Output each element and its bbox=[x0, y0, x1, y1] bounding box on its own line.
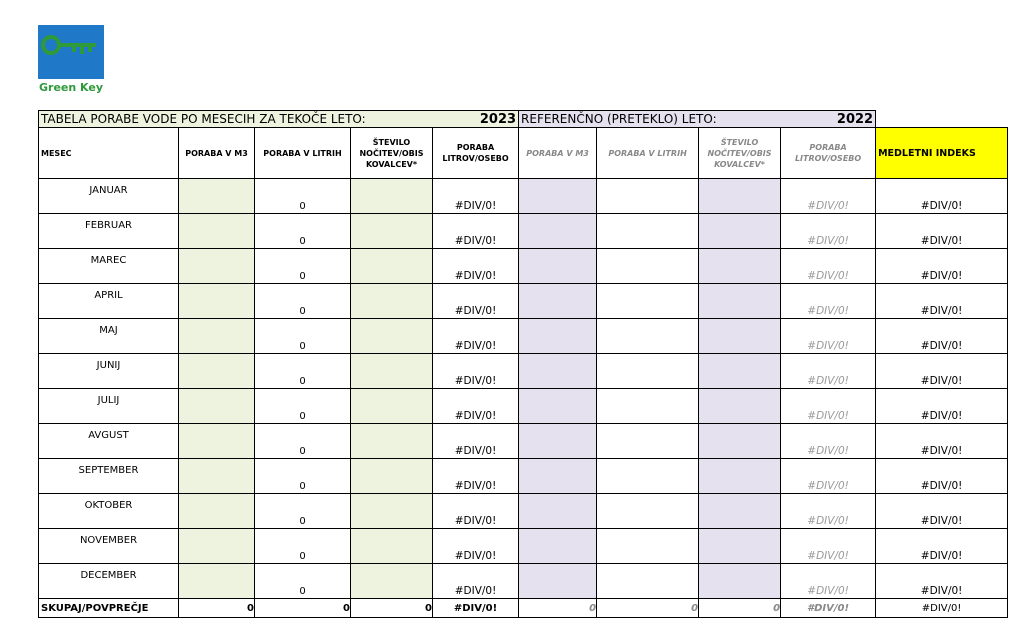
header-mesec: MESEC bbox=[39, 128, 179, 179]
stevilo-cell[interactable] bbox=[351, 284, 433, 319]
table-row bbox=[39, 354, 1008, 389]
poraba-litri-cell[interactable]: 0 bbox=[255, 249, 351, 284]
poraba-m3-cell[interactable] bbox=[179, 179, 255, 214]
poraba-oseba-cell[interactable]: #DIV/0! bbox=[433, 564, 519, 599]
total-row bbox=[39, 599, 1008, 618]
poraba-litri-cell[interactable]: 0 bbox=[255, 214, 351, 249]
ref-poraba-oseba-cell[interactable]: #DIV/0! bbox=[781, 459, 876, 494]
poraba-oseba-cell[interactable]: #DIV/0! bbox=[433, 354, 519, 389]
ref-poraba-oseba-cell[interactable]: #DIV/0! bbox=[781, 354, 876, 389]
poraba-litri-cell[interactable]: 0 bbox=[255, 459, 351, 494]
table-row bbox=[39, 319, 1008, 354]
poraba-m3-cell[interactable] bbox=[179, 459, 255, 494]
poraba-litri-cell[interactable]: 0 bbox=[255, 564, 351, 599]
ref-poraba-m3-cell[interactable] bbox=[519, 319, 597, 354]
table-row bbox=[39, 459, 1008, 494]
poraba-oseba-cell[interactable]: #DIV/0! bbox=[433, 529, 519, 564]
ref-stevilo-cell[interactable] bbox=[699, 424, 781, 459]
poraba-oseba-cell[interactable]: #DIV/0! bbox=[433, 284, 519, 319]
index-cell[interactable]: #DIV/0! bbox=[876, 529, 1008, 564]
ref-poraba-litri-cell[interactable] bbox=[597, 459, 699, 494]
index-cell[interactable]: #DIV/0! bbox=[876, 494, 1008, 529]
poraba-oseba-cell[interactable]: #DIV/0! bbox=[433, 249, 519, 284]
total-ref-litri[interactable]: 0 bbox=[597, 599, 699, 618]
month-cell: JANUAR bbox=[39, 179, 179, 214]
month-cell: SEPTEMBER bbox=[39, 459, 179, 494]
blank-cell bbox=[876, 111, 1008, 128]
ref-poraba-oseba-cell[interactable]: #DIV/0! bbox=[781, 494, 876, 529]
total-label: SKUPAJ/POVPREČJE bbox=[39, 599, 179, 618]
ref-poraba-m3-cell[interactable] bbox=[519, 529, 597, 564]
month-cell: OKTOBER bbox=[39, 494, 179, 529]
ref-stevilo-cell[interactable] bbox=[699, 459, 781, 494]
poraba-m3-cell[interactable] bbox=[179, 284, 255, 319]
ref-poraba-litri-cell[interactable] bbox=[597, 529, 699, 564]
ref-stevilo-cell[interactable] bbox=[699, 354, 781, 389]
current-year: 2023 bbox=[479, 111, 517, 127]
total-ref-stevilo[interactable]: 0 bbox=[699, 599, 781, 618]
header-poraba-oseba: PORABA LITROV/OSEBO bbox=[433, 128, 519, 179]
ref-poraba-oseba-cell[interactable]: #DIV/0! bbox=[781, 564, 876, 599]
total-ref-m3[interactable]: 0 bbox=[519, 599, 597, 618]
current-year-title bbox=[39, 111, 519, 128]
poraba-m3-cell[interactable] bbox=[179, 494, 255, 529]
water-consumption-table bbox=[38, 110, 1008, 618]
poraba-oseba-cell[interactable]: #DIV/0! bbox=[433, 389, 519, 424]
header-ref-poraba-oseba: PORABA LITROV/OSEBO bbox=[781, 128, 876, 179]
header-ref-poraba-m3: PORABA V M3 bbox=[519, 128, 597, 179]
index-cell[interactable]: #DIV/0! bbox=[876, 564, 1008, 599]
total-ref-oseba[interactable]: #DIV/0! bbox=[781, 599, 876, 618]
ref-stevilo-cell[interactable] bbox=[699, 564, 781, 599]
index-cell[interactable]: #DIV/0! bbox=[876, 319, 1008, 354]
header-index: MEDLETNI INDEKS bbox=[876, 128, 1008, 179]
poraba-litri-cell[interactable]: 0 bbox=[255, 424, 351, 459]
index-cell[interactable]: #DIV/0! bbox=[876, 389, 1008, 424]
table-row bbox=[39, 249, 1008, 284]
table-row bbox=[39, 529, 1008, 564]
ref-poraba-m3-cell[interactable] bbox=[519, 284, 597, 319]
month-cell: MAJ bbox=[39, 319, 179, 354]
total-index[interactable]: #DIV/0! bbox=[876, 599, 1008, 618]
poraba-m3-cell[interactable] bbox=[179, 564, 255, 599]
header-poraba-litri: PORABA V LITRIH bbox=[255, 128, 351, 179]
stevilo-cell[interactable] bbox=[351, 459, 433, 494]
ref-poraba-m3-cell[interactable] bbox=[519, 494, 597, 529]
month-cell: APRIL bbox=[39, 284, 179, 319]
table-row bbox=[39, 389, 1008, 424]
ref-poraba-litri-cell[interactable] bbox=[597, 494, 699, 529]
poraba-m3-cell[interactable] bbox=[179, 214, 255, 249]
poraba-m3-cell[interactable] bbox=[179, 424, 255, 459]
poraba-m3-cell[interactable] bbox=[179, 389, 255, 424]
ref-poraba-m3-cell[interactable] bbox=[519, 214, 597, 249]
table-row bbox=[39, 284, 1008, 319]
ref-poraba-oseba-cell[interactable]: #DIV/0! bbox=[781, 179, 876, 214]
month-cell: FEBRUAR bbox=[39, 214, 179, 249]
month-cell: NOVEMBER bbox=[39, 529, 179, 564]
ref-poraba-m3-cell[interactable] bbox=[519, 564, 597, 599]
stevilo-cell[interactable] bbox=[351, 494, 433, 529]
index-cell[interactable]: #DIV/0! bbox=[876, 179, 1008, 214]
poraba-litri-cell[interactable]: 0 bbox=[255, 319, 351, 354]
ref-stevilo-cell[interactable] bbox=[699, 494, 781, 529]
ref-poraba-litri-cell[interactable] bbox=[597, 424, 699, 459]
poraba-litri-cell[interactable]: 0 bbox=[255, 284, 351, 319]
table-row bbox=[39, 179, 1008, 214]
table-row bbox=[39, 424, 1008, 459]
poraba-litri-cell[interactable]: 0 bbox=[255, 354, 351, 389]
poraba-oseba-cell[interactable]: #DIV/0! bbox=[433, 494, 519, 529]
stevilo-cell[interactable] bbox=[351, 179, 433, 214]
ref-poraba-m3-cell[interactable] bbox=[519, 459, 597, 494]
poraba-litri-cell[interactable]: 0 bbox=[255, 529, 351, 564]
stevilo-cell[interactable] bbox=[351, 564, 433, 599]
ref-poraba-m3-cell[interactable] bbox=[519, 354, 597, 389]
reference-year: 2022 bbox=[836, 111, 874, 127]
ref-poraba-litri-cell[interactable] bbox=[597, 179, 699, 214]
poraba-m3-cell[interactable] bbox=[179, 354, 255, 389]
stevilo-cell[interactable] bbox=[351, 354, 433, 389]
ref-poraba-oseba-cell[interactable]: #DIV/0! bbox=[781, 284, 876, 319]
poraba-oseba-cell[interactable]: #DIV/0! bbox=[433, 319, 519, 354]
index-cell[interactable]: #DIV/0! bbox=[876, 354, 1008, 389]
reference-year-title bbox=[519, 111, 876, 128]
ref-poraba-oseba-cell[interactable]: #DIV/0! bbox=[781, 424, 876, 459]
poraba-oseba-cell[interactable]: #DIV/0! bbox=[433, 424, 519, 459]
ref-stevilo-cell[interactable] bbox=[699, 389, 781, 424]
ref-stevilo-cell[interactable] bbox=[699, 249, 781, 284]
ref-poraba-m3-cell[interactable] bbox=[519, 179, 597, 214]
month-cell: MAREC bbox=[39, 249, 179, 284]
ref-stevilo-cell[interactable] bbox=[699, 214, 781, 249]
header-row bbox=[39, 128, 1008, 179]
total-m3[interactable]: 0 bbox=[179, 599, 255, 618]
ref-stevilo-cell[interactable] bbox=[699, 529, 781, 564]
table-row bbox=[39, 214, 1008, 249]
ref-poraba-oseba-cell[interactable]: #DIV/0! bbox=[781, 529, 876, 564]
index-cell[interactable]: #DIV/0! bbox=[876, 214, 1008, 249]
green-key-logo bbox=[38, 25, 106, 97]
header-ref-stevilo: ŠTEVILO NOČITEV/OBIS KOVALCEV* bbox=[699, 128, 781, 179]
ref-poraba-oseba-cell[interactable]: #DIV/0! bbox=[781, 249, 876, 284]
ref-poraba-litri-cell[interactable] bbox=[597, 564, 699, 599]
current-year-label: TABELA PORABE VODE PO MESECIH ZA TEKOČE LETO: bbox=[41, 111, 366, 126]
stevilo-cell[interactable] bbox=[351, 214, 433, 249]
index-cell[interactable]: #DIV/0! bbox=[876, 459, 1008, 494]
ref-poraba-litri-cell[interactable] bbox=[597, 389, 699, 424]
ref-poraba-m3-cell[interactable] bbox=[519, 249, 597, 284]
ref-poraba-litri-cell[interactable] bbox=[597, 354, 699, 389]
poraba-m3-cell[interactable] bbox=[179, 249, 255, 284]
poraba-litri-cell[interactable]: 0 bbox=[255, 179, 351, 214]
reference-year-label: REFERENČNO (PRETEKLO) LETO: bbox=[521, 111, 717, 126]
stevilo-cell[interactable] bbox=[351, 424, 433, 459]
month-cell: AVGUST bbox=[39, 424, 179, 459]
title-row bbox=[39, 111, 1008, 128]
ref-poraba-litri-cell[interactable] bbox=[597, 284, 699, 319]
index-cell[interactable]: #DIV/0! bbox=[876, 249, 1008, 284]
ref-poraba-m3-cell[interactable] bbox=[519, 389, 597, 424]
poraba-litri-cell[interactable]: 0 bbox=[255, 389, 351, 424]
poraba-litri-cell[interactable]: 0 bbox=[255, 494, 351, 529]
poraba-m3-cell[interactable] bbox=[179, 529, 255, 564]
ref-poraba-litri-cell[interactable] bbox=[597, 319, 699, 354]
index-cell[interactable]: #DIV/0! bbox=[876, 424, 1008, 459]
poraba-oseba-cell[interactable]: #DIV/0! bbox=[433, 179, 519, 214]
key-icon bbox=[38, 25, 104, 79]
poraba-m3-cell[interactable] bbox=[179, 319, 255, 354]
ref-stevilo-cell[interactable] bbox=[699, 319, 781, 354]
ref-poraba-m3-cell[interactable] bbox=[519, 424, 597, 459]
poraba-oseba-cell[interactable]: #DIV/0! bbox=[433, 214, 519, 249]
index-cell[interactable]: #DIV/0! bbox=[876, 284, 1008, 319]
logo-text: Green Key bbox=[39, 81, 103, 94]
total-litri[interactable]: 0 bbox=[255, 599, 351, 618]
ref-poraba-litri-cell[interactable] bbox=[597, 249, 699, 284]
ref-stevilo-cell[interactable] bbox=[699, 179, 781, 214]
ref-poraba-litri-cell[interactable] bbox=[597, 214, 699, 249]
ref-poraba-oseba-cell[interactable]: #DIV/0! bbox=[781, 214, 876, 249]
stevilo-cell[interactable] bbox=[351, 389, 433, 424]
table-row bbox=[39, 564, 1008, 599]
header-stevilo: ŠTEVILO NOČITEV/OBIS KOVALCEV* bbox=[351, 128, 433, 179]
stevilo-cell[interactable] bbox=[351, 249, 433, 284]
poraba-oseba-cell[interactable]: #DIV/0! bbox=[433, 459, 519, 494]
month-cell: JUNIJ bbox=[39, 354, 179, 389]
ref-poraba-oseba-cell[interactable]: #DIV/0! bbox=[781, 389, 876, 424]
ref-stevilo-cell[interactable] bbox=[699, 284, 781, 319]
ref-poraba-oseba-cell[interactable]: #DIV/0! bbox=[781, 319, 876, 354]
total-stevilo[interactable]: 0 bbox=[351, 599, 433, 618]
month-cell: DECEMBER bbox=[39, 564, 179, 599]
header-ref-poraba-litri: PORABA V LITRIH bbox=[597, 128, 699, 179]
total-oseba[interactable]: #DIV/0! bbox=[433, 599, 519, 618]
table-row bbox=[39, 494, 1008, 529]
stevilo-cell[interactable] bbox=[351, 319, 433, 354]
stevilo-cell[interactable] bbox=[351, 529, 433, 564]
header-poraba-m3: PORABA V M3 bbox=[179, 128, 255, 179]
month-cell: JULIJ bbox=[39, 389, 179, 424]
